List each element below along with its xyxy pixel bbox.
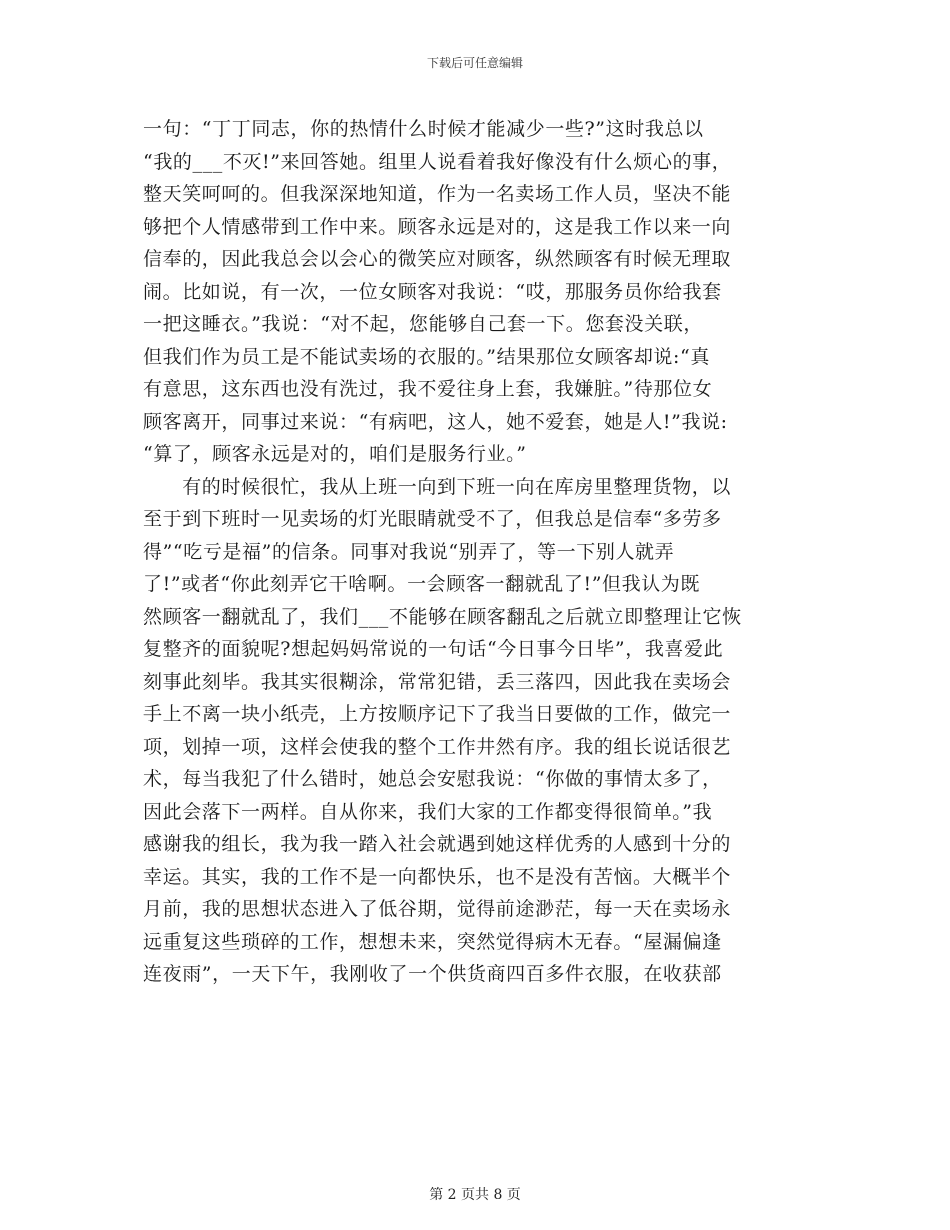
text-line: 远重复这些琐碎的工作，想想未来，突然觉得病木无春。“屋漏偏逢 (143, 930, 722, 953)
body-text (143, 113, 815, 991)
text-line: 但我们作为员工是不能试卖场的衣服的。”结果那位女顾客却说:“真 (143, 345, 710, 368)
text-line: 整天笑呵呵的。但我深深地知道，作为一名卖场工作人员，坚决不能 (143, 183, 732, 205)
text-line: 幸运。其实，我的工作不是一向都快乐，也不是没有苦恼。大概半个 (143, 865, 732, 888)
text-line: 有意思，这东西也没有洗过，我不爱往身上套，我嫌脏。”待那位女 (143, 378, 713, 400)
text-line: 至于到下班时一见卖场的灯光眼睛就受不了，但我总是信奉“多劳多 (143, 508, 722, 530)
text-line: 连夜雨”，一天下午，我刚收了一个供货商四百多件衣服，在收获部 (143, 963, 722, 985)
text-line: 一把这睡衣。”我说：“对不起，您能够自己套一下。您套没关联， (143, 313, 703, 335)
text-line: 术，每当我犯了什么错时，她总会安慰我说：“你做的事情太多了， (143, 768, 722, 790)
text-line: 信奉的，因此我总会以会心的微笑应对顾客，纵然顾客有时候无理取 (143, 248, 732, 270)
text-line: 闹。比如说，有一次，一位女顾客对我说：“哎，那服务员你给我套 (143, 280, 722, 303)
page-footer: 第 2 页共 8 页 (429, 1187, 521, 1203)
text-line: 月前，我的思想状态进入了低谷期，觉得前途渺茫，每一天在卖场永 (143, 898, 732, 920)
text-line: 手上不离一块小纸壳，上方按顺序记下了我当日要做的工作，做完一 (143, 703, 732, 725)
text-line: 了!”或者“你此刻弄它干啥啊。一会顾客一翻就乱了!”但我认为既 (143, 573, 701, 595)
text-line: 有的时候很忙，我从上班一向到下班一向在库房里整理货物，以 (143, 475, 732, 498)
text-line: 刻事此刻毕。我其实很糊涂，常常犯错，丢三落四，因此我在卖场会 (143, 670, 732, 693)
text-line: 因此会落下一两样。自从你来，我们大家的工作都变得很简单。”我 (143, 800, 713, 823)
text-line: 感谢我的组长，我为我一踏入社会就遇到她这样优秀的人感到十分的 (143, 833, 732, 855)
text-line: 得”“吃亏是福”的信条。同事对我说“别弄了，等一下别人就弄 (143, 540, 675, 563)
text-line: “我的___不灭!”来回答她。组里人说看着我好像没有什么烦心的事， (143, 150, 732, 173)
text-line: 复整齐的面貌呢?想起妈妈常说的一句话“今日事今日毕”，我喜爱此 (143, 638, 724, 660)
text-line: 一句：“丁丁同志，你的热情什么时候才能减少一些?”这时我总以 (143, 118, 704, 140)
text-line: 顾客离开，同事过来说：“有病吧，这人，她不爱套，她是人!”我说: (143, 410, 728, 433)
text-line: 够把个人情感带到工作中来。顾客永远是对的，这是我工作以来一向 (143, 215, 732, 238)
page-header: 下载后可任意编辑 (426, 56, 523, 70)
text-line: 项，划掉一项，这样会使我的整个工作井然有序。我的组长说话很艺 (143, 735, 732, 758)
text-line: “算了，顾客永远是对的，咱们是服务行业。” (143, 443, 527, 465)
text-line: 然顾客一翻就乱了，我们___不能够在顾客翻乱之后就立即整理让它恢 (143, 605, 742, 628)
